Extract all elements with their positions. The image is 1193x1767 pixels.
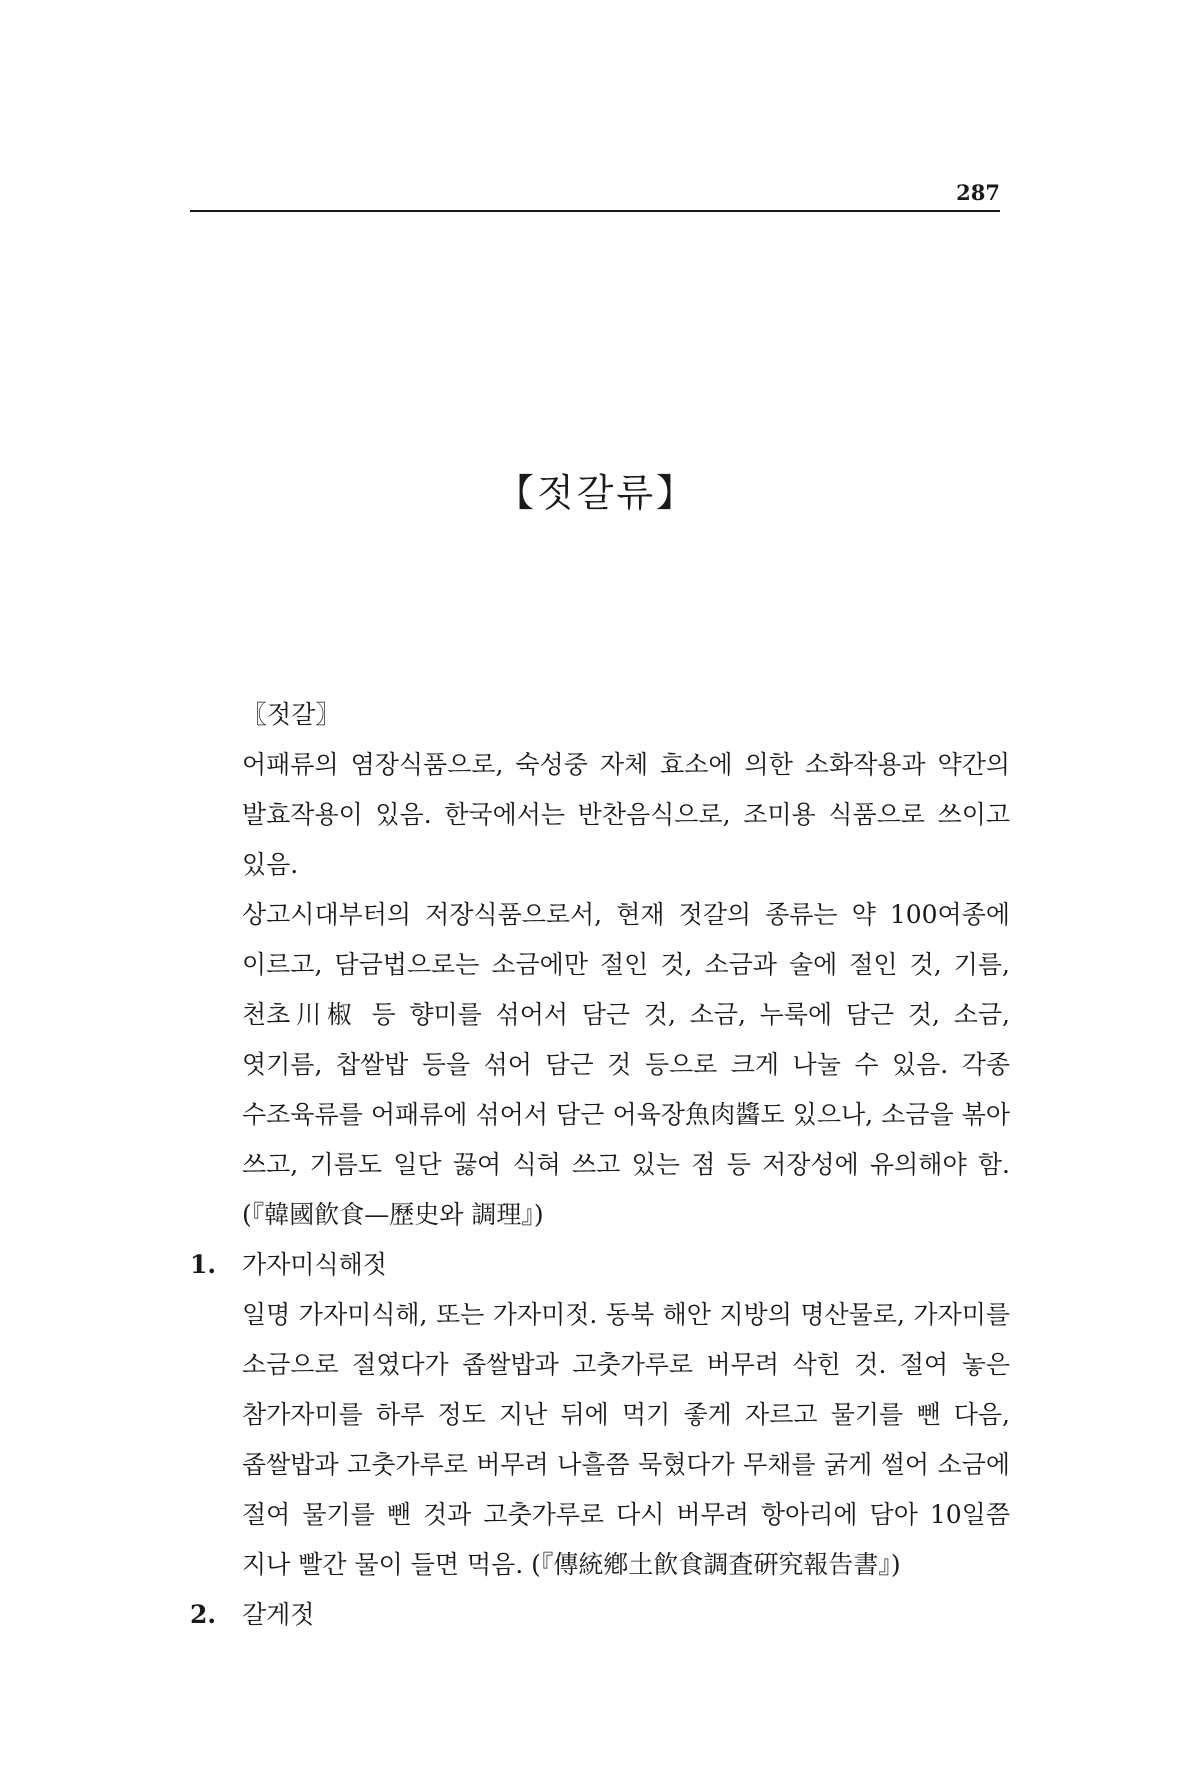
entry-heading <box>190 1590 1015 1640</box>
page-content <box>190 690 1015 1640</box>
entry-body: 일명 가자미식해, 또는 가자미젓. 동북 해안 지방의 명산물로, 가자미를 소금으로 절였다가 좁쌀밥과 고춧가루로 버무려 삭힌 것. 절여 놓은 참가자미를 하루 정도 지난 뒤에 먹기 좋게 자르고 물기를 뺀 다음, 좁쌀밥과 고춧가루로 버무려 나흘쯤 묵혔다가 무채를 굵게 썰어 소금에 절여 물기를 뺀 것과 고춧가루로 다시 버무려 항아리에 담아 10일쯤 지나 빨간 물이 들면 먹음. (『傳統鄕土飮食調査硏究報告書』) <box>242 1300 1010 1579</box>
entry-number: 1. <box>190 1250 217 1279</box>
header-rule <box>190 210 1000 212</box>
entry-heading <box>190 1240 1015 1290</box>
intro-heading: 〖젓갈〗 <box>242 700 341 729</box>
chapter-title: 【젓갈류】 <box>495 471 698 515</box>
entry-title: 갈게젓 <box>242 1600 315 1629</box>
intro-paragraph-2: 상고시대부터의 저장식품으로서, 현재 젓갈의 종류는 약 100여종에 이르고, 담금법으로는 소금에만 절인 것, 소금과 술에 절인 것, 기름, 천초川椒 등 향미를 섞어서 담근 것, 소금, 누룩에 담근 것, 소금, 엿기름, 찹쌀밥 등을 섞어 담근 것 등으로 크게 나눌 수 있음. 각종 수조육류를 어패류에 섞어서 담근 어육장魚肉醬도 있으나, 소금을 볶아 쓰고, 기름도 일단 끓여 식혀 쓰고 있는 점 등 저장성에 유의해야 함. (『韓國飮食—歷史와 調理』) <box>242 900 1010 1229</box>
page-number: 287 <box>956 180 1000 205</box>
intro-paragraph-1: 어패류의 염장식품으로, 숙성중 자체 효소에 의한 소화작용과 약간의 발효작용이 있음. 한국에서는 반찬음식으로, 조미용 식품으로 쓰이고 있음. <box>242 750 1010 879</box>
entry-number: 2. <box>190 1600 217 1629</box>
entry-title: 가자미식해젓 <box>242 1250 387 1279</box>
